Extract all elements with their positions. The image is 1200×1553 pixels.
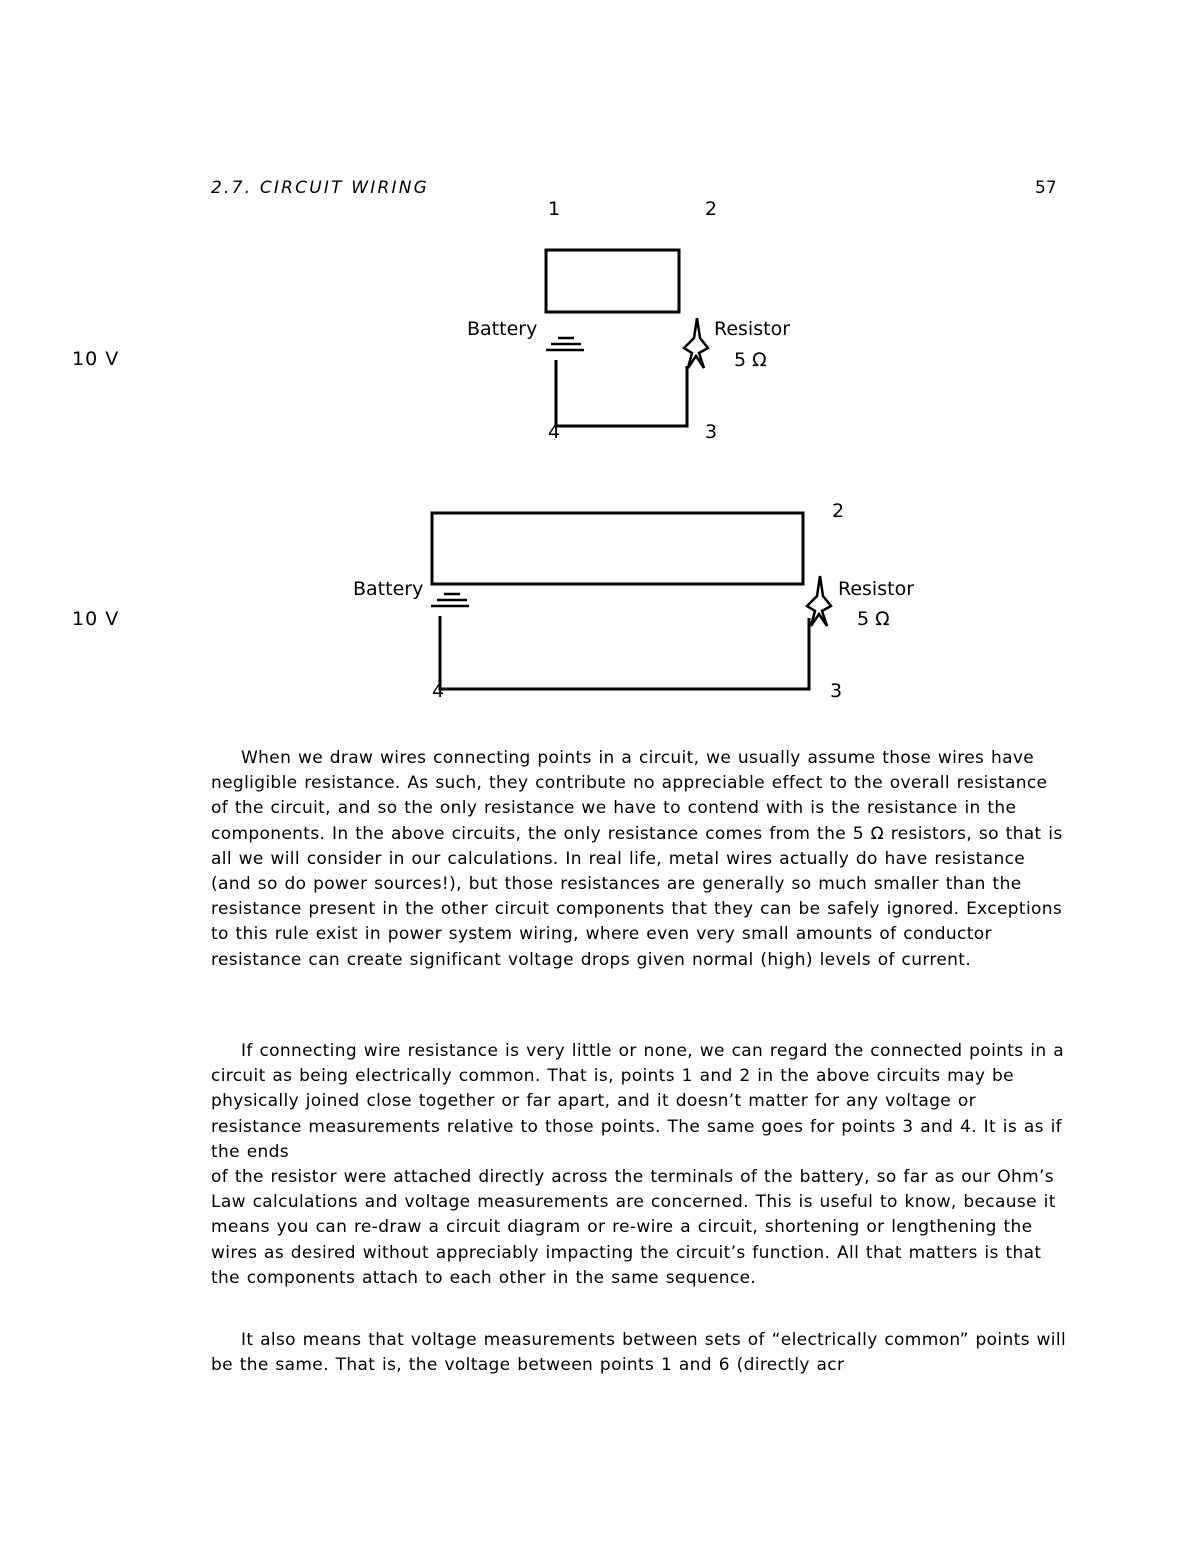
point-label-4: 4: [548, 421, 561, 443]
paragraph-1-part-2: of the circuit, and so the only resistance we have to contend with is the resistance in the components. In the above circuits, the only resistance comes from the 5 Ω resistors, so that is all we will consider in our calculations. In real life, metal wires actually do have resistance (and so do power sources!), but those resistances are generally so much smaller than the resistance present in the other circuit components that they can be safely ignored. Exceptions to this rule exist in power system wiring, where even very small amounts of conductor resistance can create significant voltage drops given normal (high) levels of current.: [211, 798, 1063, 970]
paragraph-2-part-1: If connecting wire resistance is very little or none, we can regard the connected points in a circuit as being electrically common. That is, points 1 and 2 in the above circuits may be physically joined close together or far apart, and it doesn’t matter for any voltage or resistance measurements relative to those points. The same goes for points 3 and 4. It is as if the ends: [211, 1041, 1064, 1162]
resistor-symbol-1: [684, 318, 708, 368]
bottom-wire-1: [556, 360, 687, 426]
paragraph-3: [211, 1328, 1071, 1378]
point-label-2b: 2: [832, 500, 845, 522]
battery-label-1: Battery: [467, 318, 538, 340]
paragraph-2-part-2: of the resistor were attached directly across the terminals of the battery, so far as our Ohm’s Law calculations and voltage measurements are concerned. This is useful to know, because it means you can re-draw a circuit diagram or re-wire a circuit, shortening or lengthening the wires as desired without appreciably impacting the circuit’s function. All that matters is that the components attach to each other in the same sequence.: [211, 1167, 1056, 1288]
point-label-3b: 3: [830, 680, 843, 702]
top-wire-loop-1: [546, 250, 679, 312]
resistor-symbol-2: [807, 576, 831, 626]
paragraph-1: [211, 746, 1071, 973]
paragraph-1-part-1: When we draw wires connecting points in a circuit, we usually assume those wires have negligible resistance. As such, they contribute no appreciable effect to the overall resistance: [211, 748, 1048, 794]
point-label-2: 2: [705, 198, 718, 220]
resistance-value-2: 5 Ω: [857, 608, 890, 630]
bottom-wire-2: [440, 616, 809, 689]
voltage-label-1: 10 V: [72, 348, 120, 370]
battery-label-2: Battery: [353, 578, 424, 600]
paragraph-2: [211, 1039, 1071, 1291]
battery-symbol-1: [546, 338, 584, 350]
voltage-label-2: 10 V: [72, 608, 120, 630]
resistor-label-2: Resistor: [838, 578, 914, 600]
resistance-value-1: 5 Ω: [734, 349, 767, 371]
point-label-4b: 4: [432, 680, 445, 702]
paragraph-3-text: It also means that voltage measurements between sets of “electrically common” points will be the same. That is, the voltage between points 1 and 6 (directly acr: [211, 1330, 1067, 1376]
battery-symbol-2: [431, 594, 469, 606]
top-wire-loop-2: [432, 513, 803, 584]
circuit-diagram-1: [546, 250, 708, 426]
point-label-1: 1: [548, 198, 561, 220]
point-label-3: 3: [705, 421, 718, 443]
section-header: 2.7. CIRCUIT WIRING: [211, 178, 429, 198]
page-number: 57: [1035, 178, 1057, 198]
circuit-diagram-2: [431, 513, 831, 689]
resistor-label-1: Resistor: [714, 318, 790, 340]
